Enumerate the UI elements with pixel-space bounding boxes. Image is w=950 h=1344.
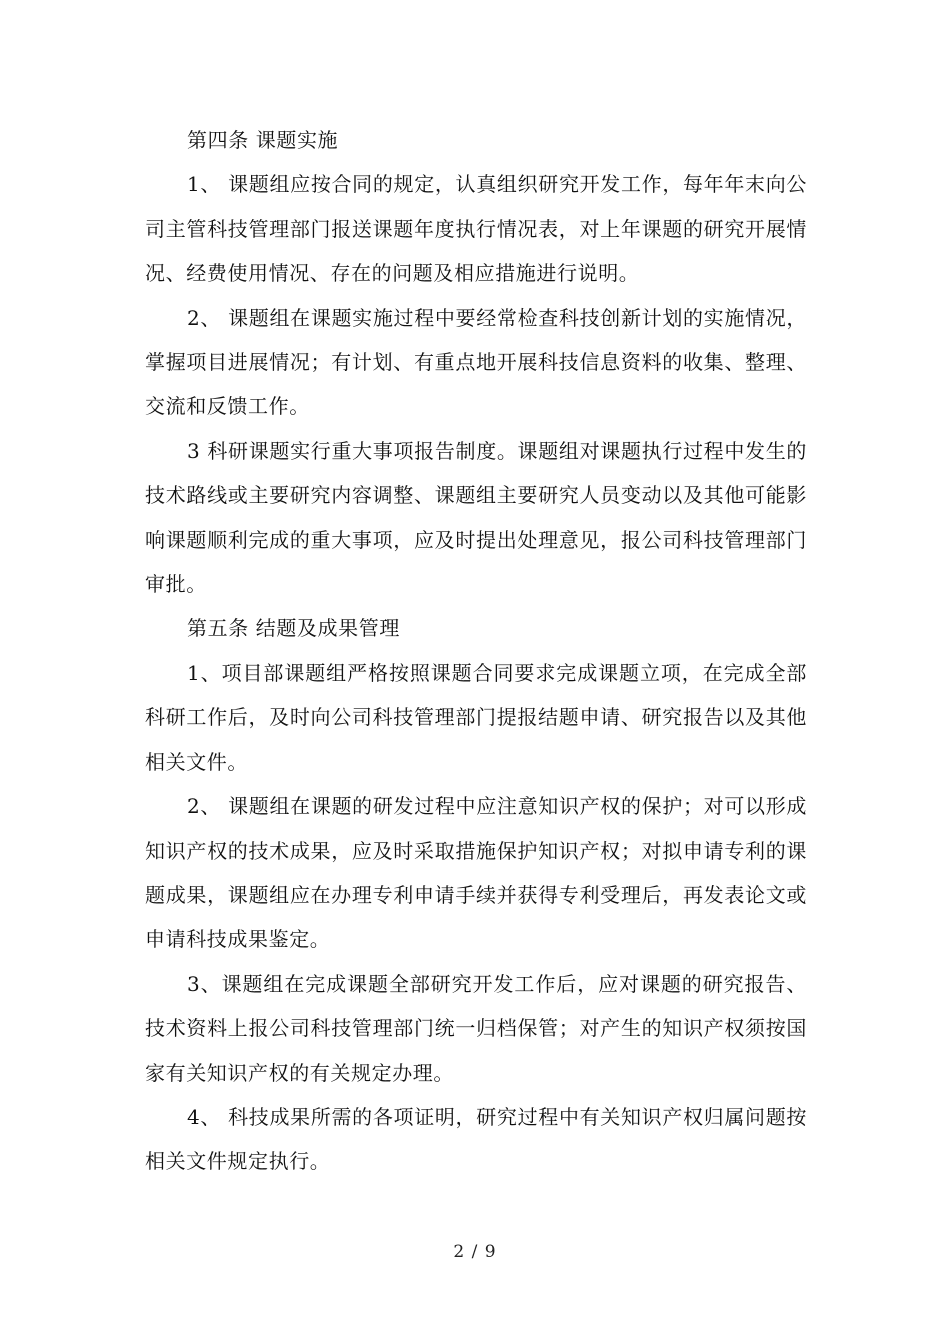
section-5-paragraph-2: 2、 课题组在课题的研发过程中应注意知识产权的保护；对可以形成知识产权的技术成果，应及时采取措施保护知识产权；对拟申请专利的课题成果，课题组应在办理专利申请手续并获得专利受理后，再发表论文或申请科技成果鉴定。 — [145, 794, 807, 952]
section-5-paragraph-3: 3、课题组在完成课题全部研究开发工作后，应对课题的研究报告、技术资料上报公司科技管理部门统一归档保管；对产生的知识产权须按国家有关知识产权的有关规定办理。 — [145, 971, 807, 1085]
section-4-paragraph-3: 3 科研课题实行重大事项报告制度。课题组对课题执行过程中发生的技术路线或主要研究内容调整、课题组主要研究人员变动以及其他可能影响课题顺利完成的重大事项，应及时提出处理意见，报公司科技管理部门审批。 — [145, 438, 807, 597]
section-4-paragraph-1: 1、 课题组应按合同的规定，认真组织研究开发工作，每年年末向公司主管科技管理部门报送课题年度执行情况表，对上年课题的研究开展情况、经费使用情况、存在的问题及相应措施进行说明。 — [145, 172, 807, 286]
section-5-paragraph-1: 1、项目部课题组严格按照课题合同要求完成课题立项，在完成全部科研工作后，及时向公司科技管理部门提报结题申请、研究报告以及其他相关文件。 — [145, 660, 807, 774]
section-5-paragraph-4: 4、 科技成果所需的各项证明，研究过程中有关知识产权归属问题按相关文件规定执行。 — [145, 1104, 807, 1174]
section-4-paragraph-2: 2、 课题组在课题实施过程中要经常检查科技创新计划的实施情况，掌握项目进展情况；有计划、有重点地开展科技信息资料的收集、整理、交流和反馈工作。 — [145, 305, 807, 419]
section-5-heading: 第五条 结题及成果管理 — [187, 616, 400, 641]
document-body — [145, 118, 807, 1184]
page-number: 2 / 9 — [453, 1242, 497, 1262]
section-4-heading: 第四条 课题实施 — [187, 128, 339, 152]
